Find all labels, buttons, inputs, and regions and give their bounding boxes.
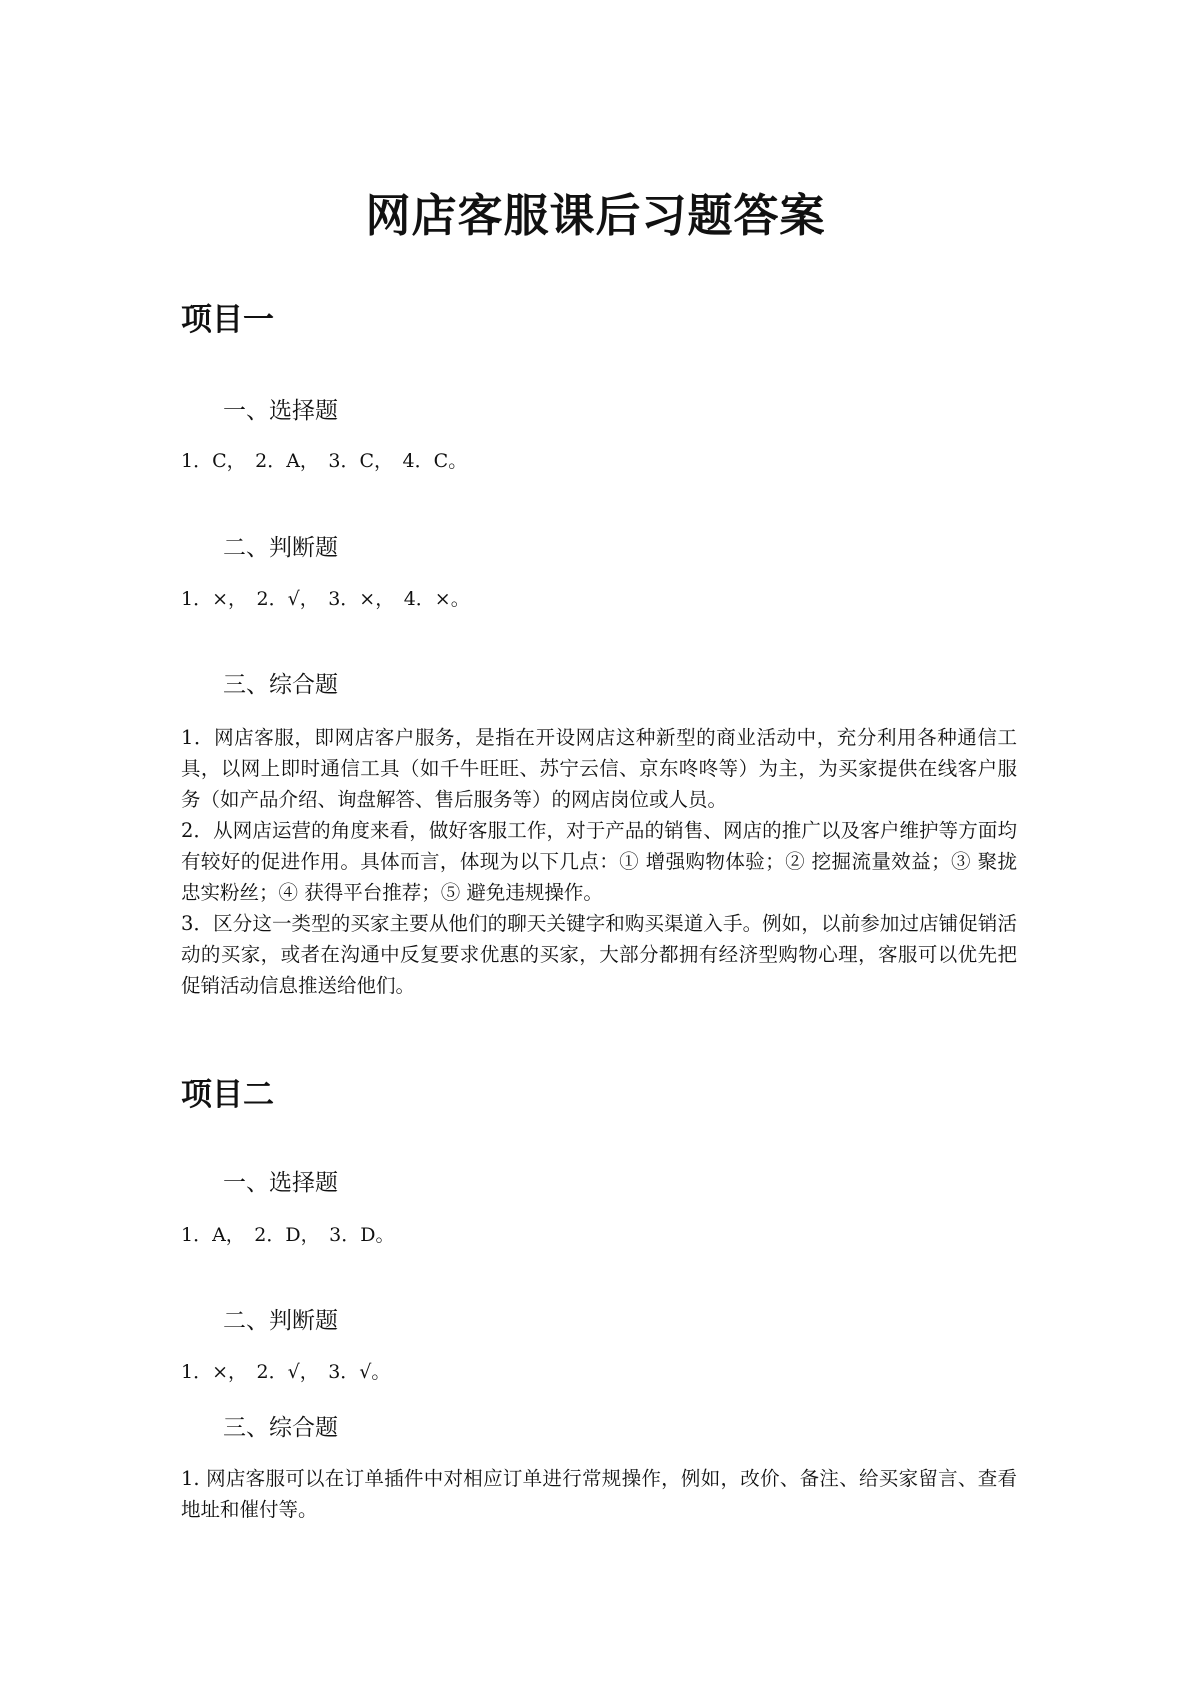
project-2-choice-answers: 1．A， 2．D， 3．D。 [181,1224,395,1246]
project-2-judgement-answers: 1．×， 2．√， 3．√。 [181,1361,391,1383]
project-1-judgement-answers: 1．×， 2．√， 3．×， 4．×。 [181,588,470,610]
project-1-judgement-heading: 二、判断题 [223,535,338,561]
project-1-comprehensive-heading: 三、综合题 [223,672,338,698]
answer-paragraph-1: 1. 网店客服可以在订单插件中对相应订单进行常规操作，例如，改价、备注、给买家留言、查看地址和催付等。 [181,1467,1017,1521]
project-2-heading: 项目二 [181,1077,274,1113]
project-2-comprehensive-answers [181,1463,1017,1525]
project-1-choice-heading: 一、选择题 [223,398,338,424]
project-1-heading: 项目一 [181,302,274,338]
project-2-choice-heading: 一、选择题 [223,1170,338,1196]
document-title: 网店客服课后习题答案 [365,189,826,242]
project-1-comprehensive-answers [181,722,1017,1001]
project-1-choice-answers: 1．C， 2．A， 3．C， 4．C。 [181,450,468,472]
project-2-comprehensive-heading: 三、综合题 [223,1415,338,1441]
project-2-judgement-heading: 二、判断题 [223,1308,338,1334]
answer-paragraph-1: 1．网店客服，即网店客户服务，是指在开设网店这种新型的商业活动中，充分利用各种通信工具，以网上即时通信工具（如千牛旺旺、苏宁云信、京东咚咚等）为主，为买家提供在线客户服务（如产品介绍、询盘解答、售后服务等）的网店岗位或人员。 [181,726,1017,811]
answer-paragraph-2: 2．从网店运营的角度来看，做好客服工作，对于产品的销售、网店的推广以及客户维护等方面均有较好的促进作用。具体而言，体现为以下几点：① 增强购物体验；② 挖掘流量效益；③ 聚拢忠实粉丝；④ 获得平台推荐；⑤ 避免违规操作。 [181,819,1017,904]
answer-paragraph-3: 3．区分这一类型的买家主要从他们的聊天关键字和购买渠道入手。例如，以前参加过店铺促销活动的买家，或者在沟通中反复要求优惠的买家，大部分都拥有经济型购物心理，客服可以优先把促销活动信息推送给他们。 [181,912,1017,997]
